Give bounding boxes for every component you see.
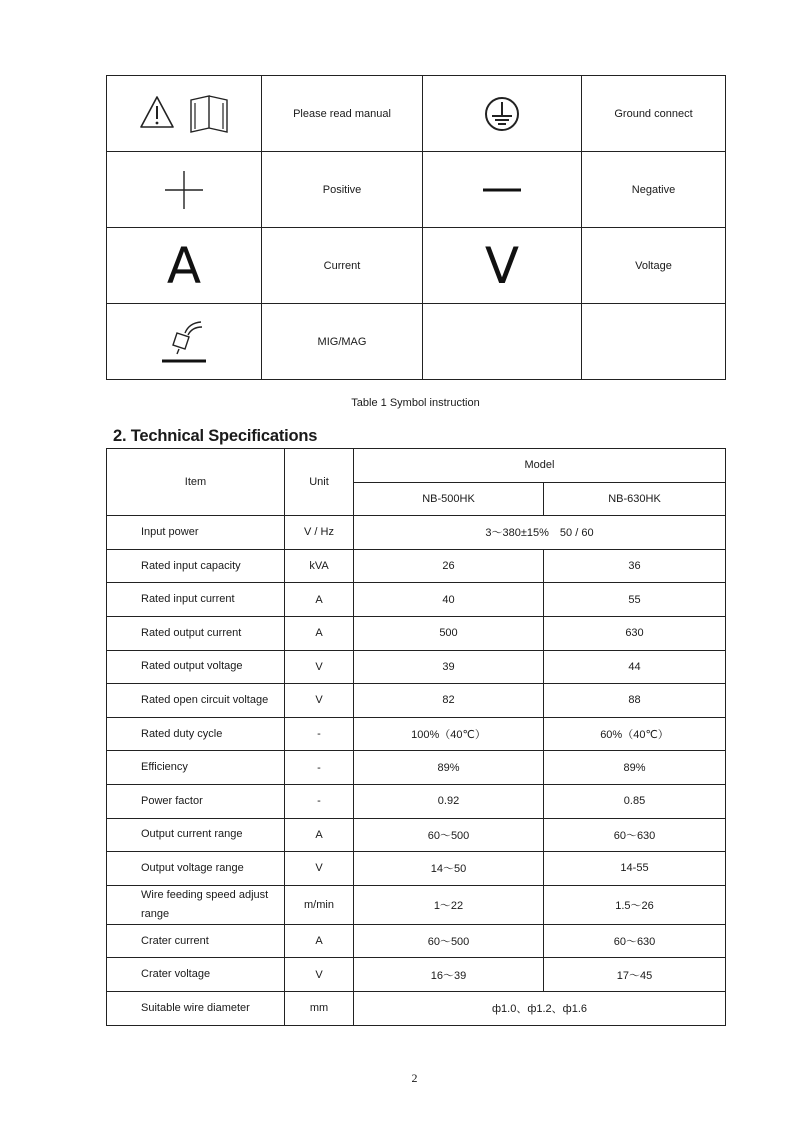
symbol-label: Please read manual	[262, 76, 423, 152]
spec-value-nb630hk: 36	[544, 549, 726, 583]
spec-value-nb500hk: 100%（40℃）	[354, 717, 544, 751]
letter-a-icon: A	[166, 236, 202, 295]
spec-unit: A	[285, 818, 354, 852]
spec-item: Suitable wire diameter	[107, 991, 285, 1025]
symbol-label: Positive	[262, 152, 423, 228]
symbol-row	[107, 76, 726, 152]
header-row	[107, 449, 726, 483]
spec-value-nb500hk: 500	[354, 616, 544, 650]
table-row	[107, 751, 726, 785]
spec-item: Input power	[107, 516, 285, 550]
symbol-label	[582, 304, 726, 380]
spec-item: Power factor	[107, 784, 285, 818]
letter-v-icon: V	[484, 236, 520, 295]
spec-value-nb630hk: 55	[544, 583, 726, 617]
symbol-row	[107, 304, 726, 380]
specs-table	[106, 448, 726, 1026]
symbol-row	[107, 228, 726, 304]
spec-value-nb630hk: 60～630	[544, 924, 726, 958]
table-row	[107, 549, 726, 583]
spec-item: Output current range	[107, 818, 285, 852]
table-row	[107, 784, 726, 818]
spec-item: Crater current	[107, 924, 285, 958]
spec-value-nb500hk: 82	[354, 684, 544, 718]
spec-value-nb500hk: 16～39	[354, 958, 544, 992]
header-model-nb630hk: NB-630HK	[544, 482, 726, 516]
spec-unit: -	[285, 784, 354, 818]
spec-value: ф1.0、ф1.2、ф1.6	[354, 991, 726, 1025]
page-number: 2	[411, 1071, 418, 1085]
spec-unit: V	[285, 684, 354, 718]
symbol-label: Negative	[582, 152, 726, 228]
symbol-cell	[107, 76, 262, 152]
spec-value-nb630hk: 60%（40℃）	[544, 717, 726, 751]
ground-icon	[482, 94, 522, 134]
spec-value-nb500hk: 60～500	[354, 924, 544, 958]
spec-unit: V	[285, 958, 354, 992]
symbol-cell	[423, 304, 582, 380]
spec-value-nb630hk: 17～45	[544, 958, 726, 992]
table-row	[107, 885, 726, 924]
spec-value-nb500hk: 0.92	[354, 784, 544, 818]
symbol-cell	[423, 76, 582, 152]
mig-torch-icon	[159, 319, 209, 365]
table-row	[107, 583, 726, 617]
spec-value-nb500hk: 14～50	[354, 852, 544, 886]
spec-item: Rated output voltage	[107, 650, 285, 684]
spec-unit: V	[285, 852, 354, 886]
spec-unit: A	[285, 583, 354, 617]
header-model-nb500hk: NB-500HK	[354, 482, 544, 516]
spec-value-nb500hk: 26	[354, 549, 544, 583]
table-caption: Table 1 Symbol instruction	[351, 397, 480, 409]
spec-item: Rated input capacity	[107, 549, 285, 583]
spec-item: Output voltage range	[107, 852, 285, 886]
symbol-label: Current	[262, 228, 423, 304]
spec-item: Efficiency	[107, 751, 285, 785]
spec-unit: m/min	[285, 885, 354, 924]
symbol-row	[107, 152, 726, 228]
symbol-cell	[423, 228, 582, 304]
table-row	[107, 924, 726, 958]
spec-value-nb630hk: 14-55	[544, 852, 726, 886]
spec-item: Wire feeding speed adjust range	[107, 885, 285, 924]
spec-value-nb630hk: 44	[544, 650, 726, 684]
spec-unit: A	[285, 924, 354, 958]
header-item: Item	[107, 449, 285, 516]
symbol-label: Voltage	[582, 228, 726, 304]
spec-value-nb500hk: 39	[354, 650, 544, 684]
header-unit: Unit	[285, 449, 354, 516]
spec-value-nb630hk: 1.5～26	[544, 885, 726, 924]
table-row	[107, 818, 726, 852]
spec-value: 3～380±15% 50 / 60	[354, 516, 726, 550]
symbol-label: MIG/MAG	[262, 304, 423, 380]
spec-item: Rated input current	[107, 583, 285, 617]
spec-item: Rated output current	[107, 616, 285, 650]
symbol-cell	[107, 304, 262, 380]
spec-unit: -	[285, 751, 354, 785]
spec-value-nb630hk: 60～630	[544, 818, 726, 852]
spec-value-nb500hk: 60～500	[354, 818, 544, 852]
symbol-cell	[107, 228, 262, 304]
spec-value-nb500hk: 40	[354, 583, 544, 617]
symbol-cell	[107, 152, 262, 228]
table-row	[107, 991, 726, 1025]
spec-item: Crater voltage	[107, 958, 285, 992]
table-row	[107, 717, 726, 751]
spec-unit: A	[285, 616, 354, 650]
symbol-table	[106, 75, 726, 380]
table-row	[107, 684, 726, 718]
spec-value-nb630hk: 89%	[544, 751, 726, 785]
minus-icon	[481, 185, 523, 195]
spec-value-nb500hk: 89%	[354, 751, 544, 785]
header-model: Model	[354, 449, 726, 483]
spec-unit: mm	[285, 991, 354, 1025]
spec-value-nb630hk: 0.85	[544, 784, 726, 818]
plus-icon	[163, 169, 205, 211]
spec-unit: V / Hz	[285, 516, 354, 550]
symbol-cell	[423, 152, 582, 228]
warning-manual-icon	[138, 94, 230, 134]
table-row	[107, 650, 726, 684]
symbol-label: Ground connect	[582, 76, 726, 152]
spec-item: Rated duty cycle	[107, 717, 285, 751]
section-title: 2. Technical Specifications	[113, 427, 318, 445]
spec-unit: -	[285, 717, 354, 751]
spec-value-nb500hk: 1～22	[354, 885, 544, 924]
spec-unit: V	[285, 650, 354, 684]
table-row	[107, 516, 726, 550]
spec-unit: kVA	[285, 549, 354, 583]
table-row	[107, 852, 726, 886]
table-row	[107, 958, 726, 992]
spec-item: Rated open circuit voltage	[107, 684, 285, 718]
spec-value-nb630hk: 630	[544, 616, 726, 650]
table-row	[107, 616, 726, 650]
spec-value-nb630hk: 88	[544, 684, 726, 718]
